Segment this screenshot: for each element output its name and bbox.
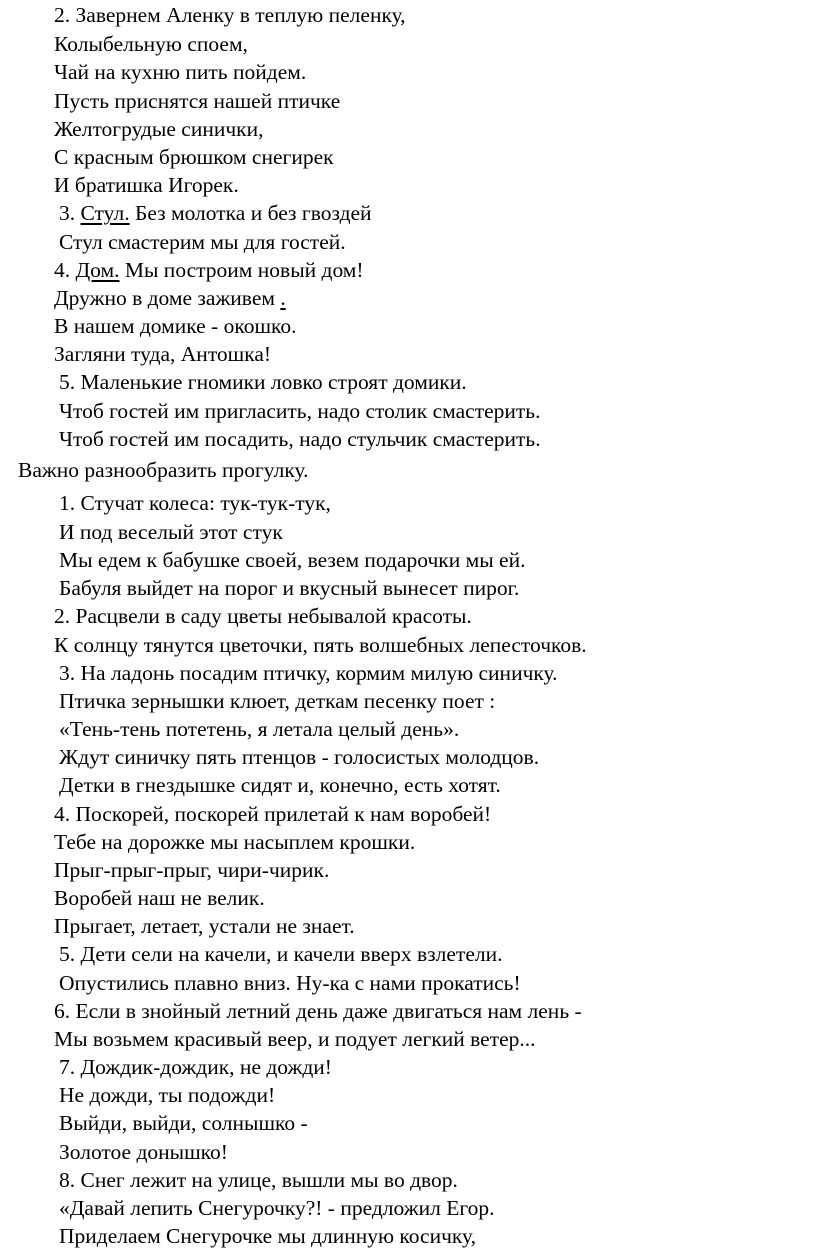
text-line: 3. На ладонь посадим птичку, кормим милую синичку. xyxy=(59,661,558,685)
text-line xyxy=(54,285,286,311)
text-line: 6. Если в знойный летний день даже двигаться нам лень - xyxy=(54,999,582,1023)
text-line: Колыбельную споем, xyxy=(54,32,248,56)
text-line: Золотое донышко! xyxy=(59,1140,228,1164)
underlined-heading: Дом. xyxy=(75,258,120,282)
text-line: Детки в гнездышке сидят и, конечно, есть хотят. xyxy=(59,773,501,797)
text-line: Прыг-прыг-прыг, чири-чирик. xyxy=(54,858,330,882)
text-line: Ждут синичку пять птенцов - голосистых молодцов. xyxy=(59,745,540,769)
text-line: «Тень-тень потетень, я летала целый день». xyxy=(59,717,460,741)
text-line: 5. Дети сели на качели, и качели вверх взлетели. xyxy=(59,942,503,966)
text-line: Чтоб гостей им пригласить, надо столик смастерить. xyxy=(59,399,541,423)
text-line: Птичка зернышки клюет, деткам песенку поет : xyxy=(59,689,496,713)
text-line: Тебе на дорожке мы насыплем крошки. xyxy=(54,830,416,854)
text-line: И под веселый этот стук xyxy=(59,520,283,544)
item-number: 4. xyxy=(54,258,76,282)
text-line xyxy=(54,257,364,283)
text-line: К солнцу тянутся цветочки, пять волшебных лепесточков. xyxy=(54,633,587,657)
text-line: С красным брюшком снегирек xyxy=(54,145,334,169)
text-line: Загляни туда, Антошка! xyxy=(54,342,272,366)
text-line xyxy=(59,200,372,226)
text-line: Пусть приснятся нашей птичке xyxy=(54,89,341,113)
text-line: Желтогрудые синички, xyxy=(54,117,264,141)
section-heading: Важно разнообразить прогулку. xyxy=(18,458,309,482)
text-line: Бабуля выйдет на порог и вкусный вынесет пирог. xyxy=(59,576,520,600)
text-line: 4. Поскорей, поскорей прилетай к нам воробей! xyxy=(54,802,492,826)
text-line: 8. Снег лежит на улице, вышли мы во двор. xyxy=(59,1168,458,1192)
item-number: 3. xyxy=(59,201,81,225)
text-span: Без молотка и без гвоздей xyxy=(129,201,372,225)
text-line: Мы едем к бабушке своей, везем подарочки мы ей. xyxy=(59,548,526,572)
text-line: 2. Расцвели в саду цветы небывалой красоты. xyxy=(54,604,472,628)
text-line: Опустились плавно вниз. Ну-ка с нами прокатись! xyxy=(59,971,521,995)
text-line: Чай на кухню пить пойдем. xyxy=(54,60,307,84)
text-line: 1. Стучат колеса: тук-тук-тук, xyxy=(59,491,331,515)
text-line: Прыгает, летает, устали не знает. xyxy=(54,914,355,938)
text-line: Мы возьмем красивый веер, и подует легкий ветер... xyxy=(54,1027,536,1051)
text-line: 7. Дождик-дождик, не дожди! xyxy=(59,1055,332,1079)
underlined-heading: Стул. xyxy=(80,201,130,225)
text-line: Не дожди, ты подожди! xyxy=(59,1083,276,1107)
text-span: Дружно в доме заживем xyxy=(54,286,281,310)
text-line: В нашем домике - окошко. xyxy=(54,314,297,338)
text-line: 5. Маленькие гномики ловко строят домики. xyxy=(59,370,467,394)
text-line: И братишка Игорек. xyxy=(54,173,239,197)
underlined-period: . xyxy=(280,286,286,310)
text-line: Приделаем Снегурочке мы длинную косичку, xyxy=(59,1224,477,1248)
text-line: Воробей наш не велик. xyxy=(54,886,265,910)
text-line: Чтоб гостей им посадить, надо стульчик смастерить. xyxy=(59,427,541,451)
text-line: Выйди, выйди, солнышко - xyxy=(59,1111,308,1135)
text-line: Стул смастерим мы для гостей. xyxy=(59,230,346,254)
text-line: 2. Завернем Аленку в теплую пеленку, xyxy=(54,3,406,27)
text-line: «Давай лепить Снегурочку?! - предложил Егор. xyxy=(59,1196,495,1220)
text-span: Мы построим новый дом! xyxy=(119,258,364,282)
